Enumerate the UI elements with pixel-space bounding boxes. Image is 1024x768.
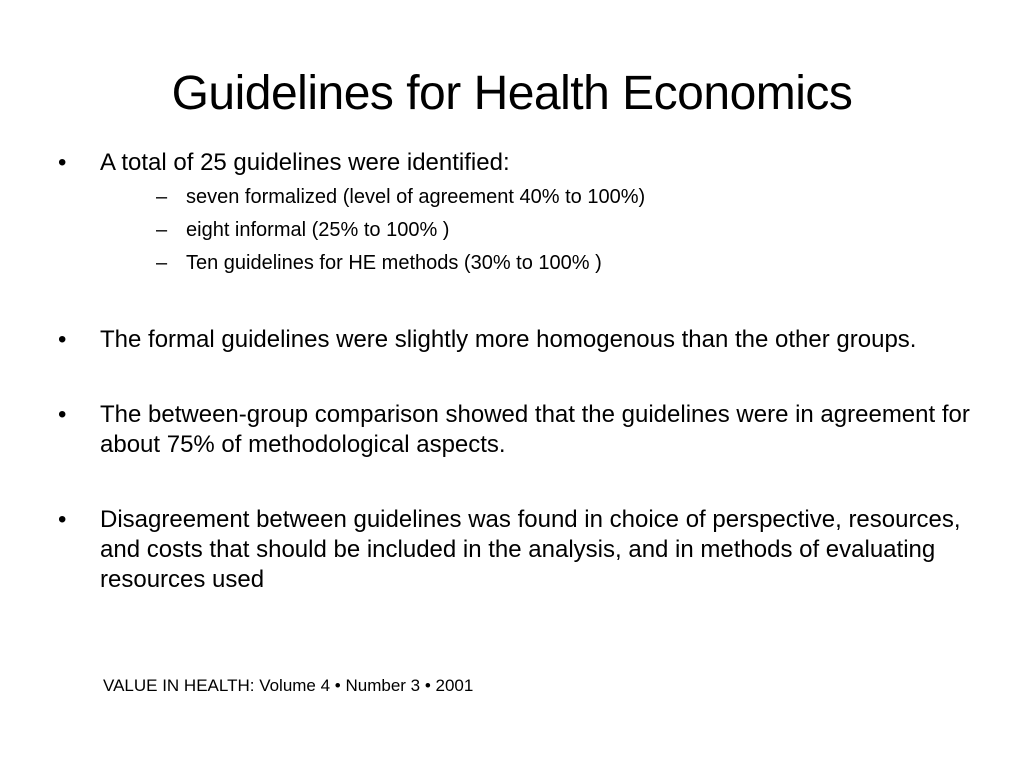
bullet-item [58, 325, 978, 355]
bullet-text: A total of 25 guidelines were identified: [100, 149, 510, 176]
sub-item [100, 181, 978, 214]
bullet-marker: • [58, 149, 67, 176]
sub-list [100, 181, 978, 280]
sub-marker: – [156, 219, 168, 241]
bullet-text: Disagreement between guidelines was found in choice of perspective, resources, and costs that should be included in the analysis, and in methods of evaluating resources used [100, 506, 961, 593]
bullet-item [58, 400, 978, 460]
bullet-text: The formal guidelines were slightly more homogenous than the other groups. [100, 326, 917, 353]
slide-title: Guidelines for Health Economics [171, 67, 853, 120]
sub-marker: – [156, 186, 168, 208]
bullet-marker: • [58, 326, 67, 353]
sub-marker: – [156, 252, 168, 274]
slide-body [58, 148, 978, 595]
sub-item [100, 214, 978, 247]
bullet-item [58, 148, 978, 280]
sub-item [100, 247, 978, 280]
sub-text: eight informal (25% to 100% ) [186, 219, 450, 241]
bullet-item [58, 505, 978, 595]
sub-text: seven formalized (level of agreement 40% to 100%) [186, 186, 646, 208]
bullet-text: The between-group comparison showed that the guidelines were in agreement for about 75% of methodological aspects. [100, 401, 970, 458]
bullet-marker: • [58, 506, 67, 533]
bullet-marker: • [58, 401, 67, 428]
citation: VALUE IN HEALTH: Volume 4 • Number 3 • 2001 [103, 676, 474, 695]
sub-text: Ten guidelines for HE methods (30% to 100% ) [186, 252, 602, 274]
